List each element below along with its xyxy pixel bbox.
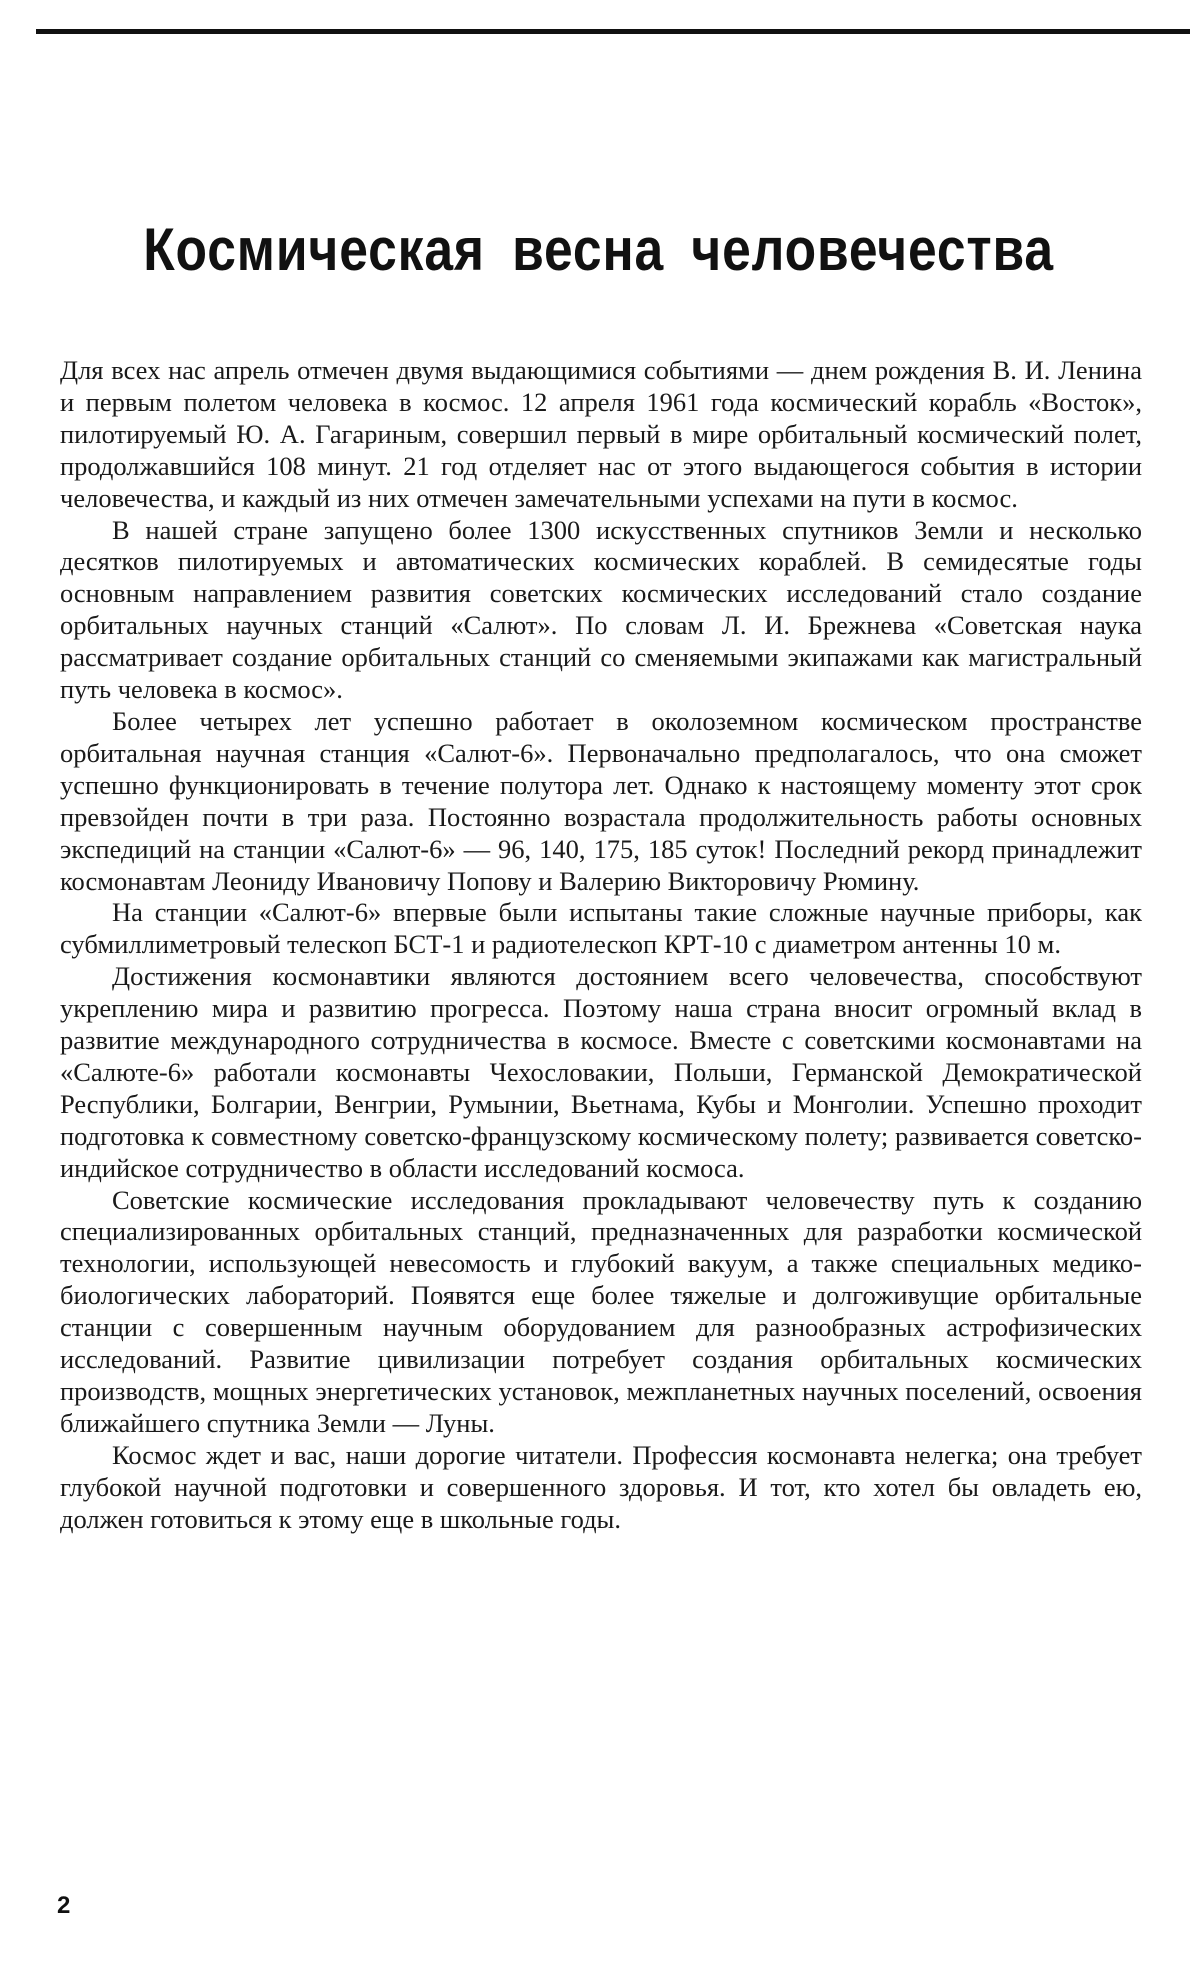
article-body xyxy=(60,355,1142,1536)
paragraph: Советские космические исследования прокладывают человечеству путь к созданию специализированных орбитальных станций, предназначенных для разработки космической технологии, использующей невесомость и глубокий вакуум, а также специальных медико-биологических лабораторий. Появятся еще более тяжелые и долгоживущие орбитальные станции с совершенным научным оборудованием для разнообразных астрофизических исследований. Развитие цивилизации потребует создания орбитальных космических производств, мощных энергетических установок, межпланетных научных поселений, освоения ближайшего спутника Земли — Луны. xyxy=(60,1184,1142,1438)
paragraph: Достижения космонавтики являются достоянием всего человечества, способствуют укреплению мира и развитию прогресса. Поэтому наша страна вносит огромный вклад в развитие международного сотрудничества в космосе. Вместе с советскими космонавтами на «Салюте-6» работали космонавты Чехословакии, Польши, Германской Демократической Республики, Болгарии, Венгрии, Румынии, Вьетнама, Кубы и Монголии. Успешно проходит подготовка к совместному советско-французскому космическому полету; развивается советско-индийское сотрудничество в области исследований космоса. xyxy=(60,961,1142,1183)
article-title: Космическая весна человечества xyxy=(143,216,1054,283)
paragraph: Более четырех лет успешно работает в околоземном космическом пространстве орбитальная научная станция «Салют-6». Первоначально предполагалось, что она сможет успешно функционировать в течение полутора лет. Однако к настоящему моменту этот срок превзойден почти в три раза. Постоянно возрастала продолжительность работы основных экспедиций на станции «Салют-6» — 96, 140, 175, 185 суток! Последний рекорд принадлежит космонавтам Леониду Ивановичу Попову и Валерию Викторовичу Рюмину. xyxy=(60,705,1142,896)
paragraph: Космос ждет и вас, наши дорогие читатели. Профессия космонавта нелегка; она требует глубокой научной подготовки и совершенного здоровья. И тот, кто хотел бы овладеть ею, должен готовиться к этому еще в школьные годы. xyxy=(60,1439,1142,1534)
paragraph: В нашей стране запущено более 1300 искусственных спутников Земли и несколько десятков пилотируемых и автоматических космических кораблей. В семидесятые годы основным направлением развития советских космических исследований стало создание орбитальных научных станций «Салют». По словам Л. И. Брежнева «Советская наука рассматривает создание орбитальных станций со сменяемыми экипажами как магистральный путь человека в космос». xyxy=(60,514,1142,705)
page-number: 2 xyxy=(57,1892,71,1919)
paragraph: На станции «Салют-6» впервые были испытаны такие сложные научные приборы, как субмиллиметровый телескоп БСТ-1 и радиотелескоп КРТ-10 с диаметром антенны 10 м. xyxy=(60,897,1142,960)
top-rule xyxy=(36,29,1190,34)
paragraph: Для всех нас апрель отмечен двумя выдающимися событиями — днем рождения В. И. Ленина и первым полетом человека в космос. 12 апреля 1961 года космический корабль «Восток», пилотируемый Ю. А. Гагариным, совершил первый в мире орбитальный космический полет, продолжавшийся 108 минут. 21 год отделяет нас от этого выдающегося события в истории человечества, и каждый из них отмечен замечательными успехами на пути в космос. xyxy=(60,355,1142,513)
